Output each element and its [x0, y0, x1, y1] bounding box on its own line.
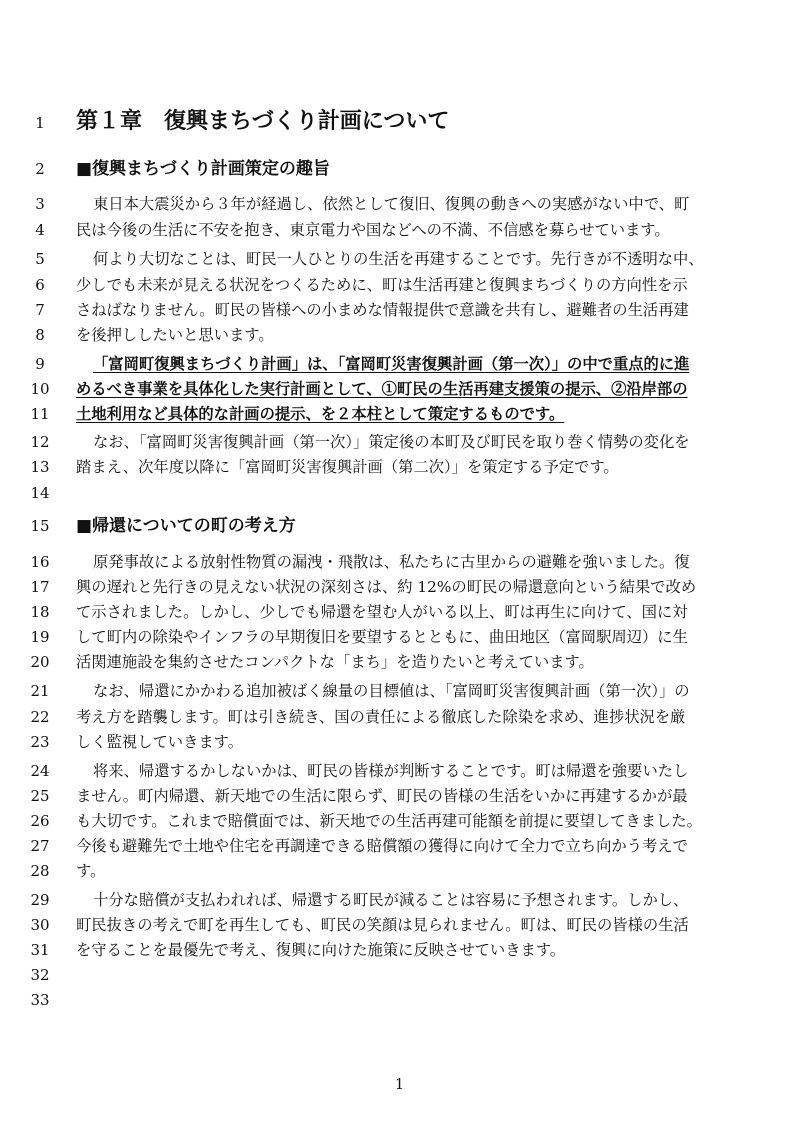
line-number: 32	[30, 966, 50, 984]
line-number: 3	[35, 195, 45, 213]
line-32	[0, 962, 799, 988]
body-text: 何より大切なことは、町民一人ひとりの生活を再建することです。先行きが不透明な中、	[93, 250, 704, 268]
line-number: 9	[35, 355, 45, 373]
line-number: 28	[30, 862, 50, 880]
body-text: 踏まえ、次年度以降に「富岡町災害復興計画（第二次）」を策定する予定です。	[76, 458, 619, 476]
body-text: も大切です。これまで賠償面では、新天地での生活再建可能額を前提に要望してきました。	[76, 812, 702, 830]
line-number: 22	[30, 708, 50, 726]
line-3	[0, 191, 799, 217]
body-text: しく監視していきます。	[76, 733, 244, 751]
line-6	[0, 272, 799, 298]
emphasized-text: 「富岡町復興まちづくり計画」は、「富岡町災害復興計画（第一次）」の中で重点的に進	[93, 355, 690, 373]
line-22	[0, 704, 799, 730]
emphasized-text: 土地利用など具体的な計画の提示、を２本柱として策定するものです。	[76, 405, 565, 423]
body-text: 考え方を踏襲します。町は引き続き、国の責任による徹底した除染を求め、進捗状況を厳	[76, 708, 686, 726]
line-27	[0, 833, 799, 859]
line-25	[0, 783, 799, 809]
line-number: 8	[35, 326, 45, 344]
line-8	[0, 322, 799, 348]
line-number: 4	[35, 221, 45, 239]
body-text: 十分な賠償が支払われれば、帰還する町民が減ることは容易に予想されます。しかし、	[93, 891, 689, 909]
body-text: 原発事故による放射性物質の漏洩・飛散は、私たちに古里からの避難を強いました。復	[93, 553, 690, 571]
line-9	[0, 351, 799, 377]
line-17	[0, 574, 799, 600]
line-14	[0, 480, 799, 506]
line-number: 23	[30, 733, 50, 751]
body-text: 町民抜きの考えで町を再生しても、町民の笑顔は見られません。町は、町民の皆様の生活	[76, 916, 689, 934]
line-number: 33	[30, 991, 50, 1009]
body-text: 将来、帰還するかしないかは、町民の皆様が判断することです。町は帰還を強要いたし	[93, 762, 689, 780]
line-number: 18	[30, 603, 50, 621]
line-number: 27	[30, 837, 50, 855]
line-7	[0, 297, 799, 323]
body-text: なお、帰還にかかわる追加被ばく線量の目標値は、「富岡町災害復興計画（第一次）」の	[93, 682, 690, 700]
line-26	[0, 808, 799, 834]
line-33	[0, 987, 799, 1013]
body-text: 東日本大震災から３年が経過し、依然として復旧、復興の動きへの実感がない中で、町	[93, 195, 690, 213]
line-number: 2	[35, 160, 45, 178]
line-31	[0, 937, 799, 963]
line-12	[0, 429, 799, 455]
line-20	[0, 649, 799, 675]
body-text: 今後も避難先で土地や住宅を再調達できる賠償額の獲得に向けて全力で立ち向かう考えで	[76, 837, 688, 855]
body-text: なお、「富岡町災害復興計画（第一次）」策定後の本町及び町民を取り巻く情勢の変化を	[93, 433, 690, 451]
line-15	[0, 513, 799, 539]
section-heading: ■復興まちづくり計画策定の趣旨	[76, 159, 330, 179]
body-text: ません。町内帰還、新天地での生活に限らず、町民の皆様の生活をいかに再建するかが最	[76, 787, 688, 805]
line-18	[0, 599, 799, 625]
line-number: 30	[30, 916, 50, 934]
line-16	[0, 549, 799, 575]
line-number: 16	[30, 553, 50, 571]
line-28	[0, 858, 799, 884]
line-number: 15	[30, 517, 50, 535]
emphasized-text: めるべき事業を具体化した実行計画として、①町民の生活再建支援策の提示、②沿岸部の	[76, 380, 688, 398]
section-heading: ■帰還についての町の考え方	[76, 516, 296, 536]
line-number: 21	[30, 682, 50, 700]
body-text: 活関連施設を集約させたコンパクトな「まち」を造りたいと考えています。	[76, 653, 594, 671]
body-text: さねばなりません。町民の皆様への小まめな情報提供で意識を共有し、避難者の生活再建	[76, 301, 689, 319]
body-text: 興の遅れと先行きの見えない状況の深刻さは、約 12%の町民の帰還意向という結果で改め	[76, 578, 697, 596]
line-number: 10	[30, 380, 50, 398]
line-number: 31	[30, 941, 50, 959]
line-number: 25	[30, 787, 50, 805]
line-number: 7	[35, 301, 45, 319]
line-number: 24	[30, 762, 50, 780]
line-1	[0, 110, 799, 136]
line-11	[0, 401, 799, 427]
line-number: 11	[30, 405, 50, 423]
body-text: を守ることを最優先で考え、復興に向けた施策に反映させていきます。	[76, 941, 566, 959]
line-number: 6	[35, 276, 45, 294]
line-13	[0, 454, 799, 480]
body-text: 少しでも未来が見える状況をつくるために、町は生活再建と復興まちづくりの方向性を示	[76, 276, 688, 294]
body-text: 民は今後の生活に不安を抱き、東京電力や国などへの不満、不信感を募らせています。	[76, 221, 670, 239]
line-29	[0, 887, 799, 913]
line-24	[0, 758, 799, 784]
line-21	[0, 678, 799, 704]
line-number: 19	[30, 628, 50, 646]
body-text: を後押ししたいと思います。	[76, 326, 274, 344]
line-5	[0, 246, 799, 272]
page-number: 1	[394, 1075, 405, 1093]
line-number: 1	[35, 114, 45, 132]
line-4	[0, 217, 799, 243]
line-number: 13	[30, 458, 50, 476]
body-text: て示されました。しかし、少しでも帰還を望む人がいる以上、町は再生に向けて、国に対	[76, 603, 688, 621]
line-30	[0, 912, 799, 938]
body-text: す。	[76, 862, 106, 880]
line-number: 17	[30, 578, 50, 596]
line-number: 26	[30, 812, 50, 830]
line-number: 5	[35, 250, 45, 268]
chapter-title: 第１章 復興まちづくり計画について	[76, 109, 450, 134]
line-number: 14	[30, 484, 50, 502]
line-23	[0, 729, 799, 755]
line-number: 12	[30, 433, 50, 451]
line-2	[0, 156, 799, 182]
line-number: 20	[30, 653, 50, 671]
body-text: して町内の除染やインフラの早期復旧を要望するとともに、曲田地区（富岡駅周辺）に生	[76, 628, 688, 646]
line-10	[0, 376, 799, 402]
line-number: 29	[30, 891, 50, 909]
line-19	[0, 624, 799, 650]
